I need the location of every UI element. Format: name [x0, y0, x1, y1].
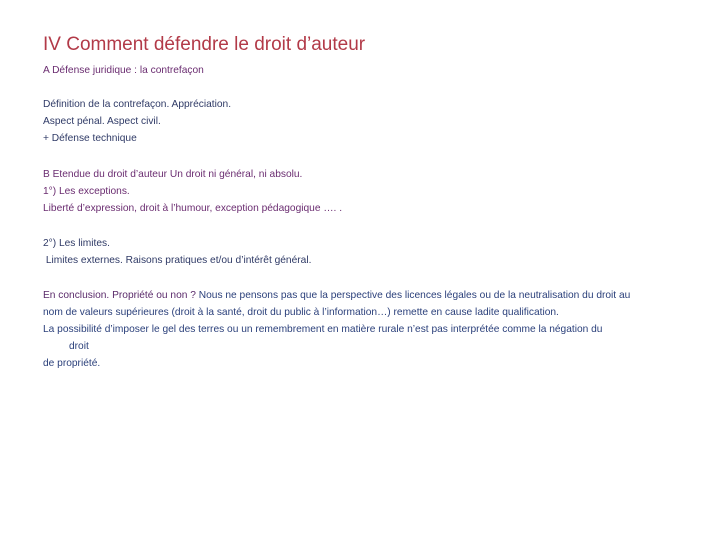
section-a-heading: A Défense juridique : la contrefaçon — [43, 65, 204, 76]
text-line: de propriété. — [43, 358, 101, 369]
section-b-block — [43, 166, 342, 217]
text-line: 1°) Les exceptions. — [43, 186, 130, 197]
conclusion-block — [43, 287, 630, 372]
text-line: Définition de la contrefaçon. Appréciation. — [43, 99, 232, 110]
limites-block — [43, 235, 311, 269]
conclusion-heading: En conclusion. Propriété ou non ? — [43, 290, 196, 301]
contrefacon-block — [43, 96, 231, 147]
section-b-heading: B Etendue du droit d’auteur Un droit ni général, ni absolu. — [43, 169, 303, 180]
text-line: Liberté d’expression, droit à l’humour, exception pédagogique …. . — [43, 203, 343, 214]
text-fragment: Nous ne pensons pas que la perspective des licences légales ou de la neutralisation du droit au — [195, 290, 631, 301]
text-line: droit — [69, 341, 89, 352]
text-line: 2°) Les limites. — [43, 238, 110, 249]
text-line: La possibilité d’imposer le gel des terres ou un remembrement en matière rurale n’est pas interprétée comme la négation du — [43, 324, 603, 335]
text-line: Limites externes. Raisons pratiques et/ou d’intérêt général. — [43, 255, 312, 266]
slide-title: IV Comment défendre le droit d’auteur — [43, 34, 366, 55]
section-a-heading-block — [43, 62, 204, 79]
text-line: + Défense technique — [43, 133, 137, 144]
text-line: Aspect pénal. Aspect civil. — [43, 116, 161, 127]
conclusion-line — [43, 287, 630, 304]
text-line: nom de valeurs supérieures (droit à la santé, droit du public à l’information…) remette en cause ladite qualification. — [43, 307, 559, 318]
